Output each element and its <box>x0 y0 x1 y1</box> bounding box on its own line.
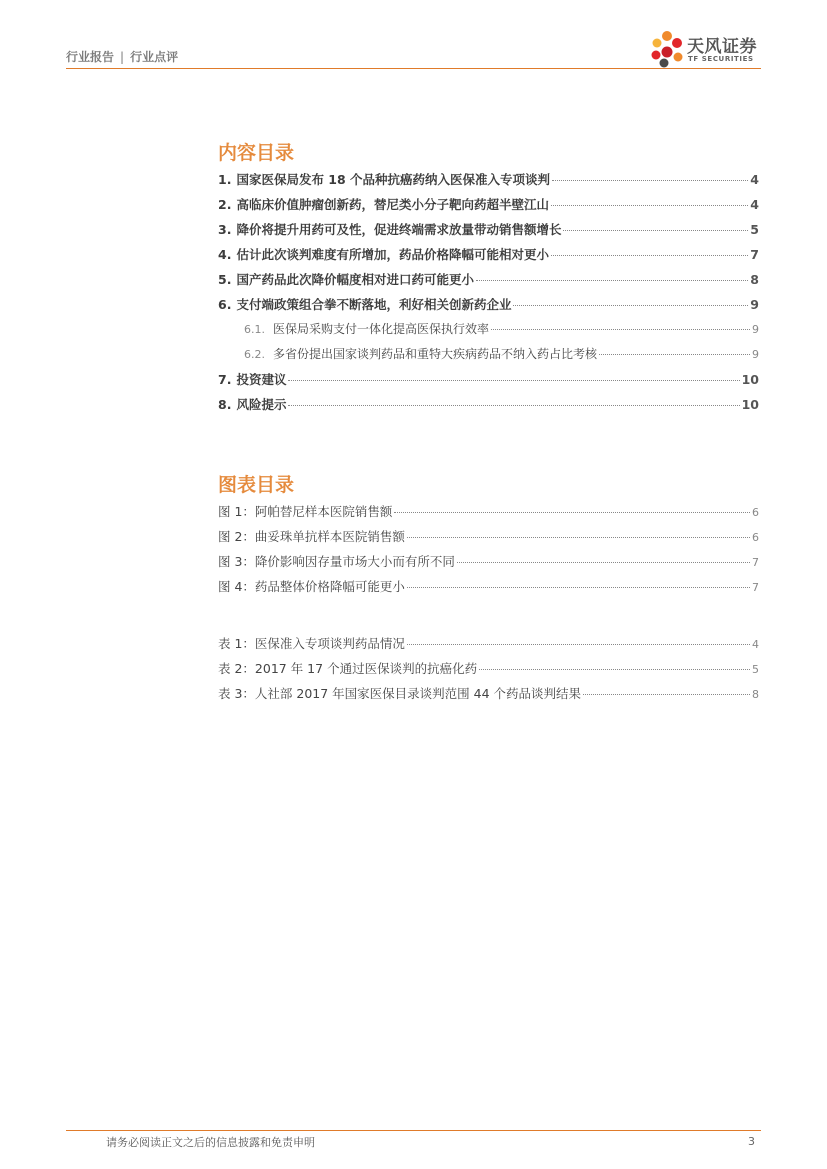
toc-entry-text: 国家医保局发布 18 个品种抗癌药纳入医保准入专项谈判 <box>236 172 551 187</box>
dot-leader <box>407 587 750 588</box>
table-entry-page: 5 <box>752 663 759 676</box>
logo-english-name: TF SECURITIES <box>688 55 754 63</box>
toc-entry[interactable] <box>218 270 759 288</box>
toc-entry-page: 9 <box>750 297 759 312</box>
report-subcategory: 行业点评 <box>130 50 179 64</box>
toc-entry[interactable] <box>218 295 759 313</box>
toc-entry-page: 4 <box>750 197 759 212</box>
toc-entry-text: 医保局采购支付一体化提高医保执行效率 <box>273 322 490 336</box>
table-entry-page: 4 <box>752 638 759 651</box>
figure-entry[interactable] <box>218 527 759 545</box>
dot-leader <box>563 230 748 231</box>
toc-entry-number: 6.1. <box>244 323 265 336</box>
figure-entry-page: 7 <box>752 556 759 569</box>
footer-disclaimer: 请务必阅读正文之后的信息披露和免责申明 <box>106 1136 315 1149</box>
toc-entry-number: 6.2. <box>244 348 265 361</box>
figure-entry-text: 图 3：降价影响因存量市场大小而有所不同 <box>218 554 455 569</box>
table-entry-page: 8 <box>752 688 759 701</box>
dot-leader <box>491 329 750 330</box>
toc-entry-number: 7. <box>218 372 232 387</box>
header-divider <box>66 68 761 69</box>
toc-entry[interactable] <box>218 370 759 388</box>
figure-entry[interactable] <box>218 502 759 520</box>
toc-entry[interactable] <box>218 195 759 213</box>
company-logo <box>650 28 765 70</box>
toc-entry-page: 9 <box>752 348 759 361</box>
toc-entry-number: 2. <box>218 197 232 212</box>
toc-entry-text: 风险提示 <box>236 397 287 412</box>
figure-entry-text: 图 1：阿帕替尼样本医院销售额 <box>218 504 393 519</box>
toc-entry[interactable] <box>218 395 759 413</box>
page-number: 3 <box>748 1135 755 1148</box>
toc-entry-number: 4. <box>218 247 232 262</box>
toc-entry-text: 国产药品此次降价幅度相对进口药可能更小 <box>236 272 474 287</box>
toc-entry-page: 9 <box>752 323 759 336</box>
figure-entry-page: 7 <box>752 581 759 594</box>
figure-entry[interactable] <box>218 552 759 570</box>
dot-leader <box>551 255 748 256</box>
dot-leader <box>551 205 748 206</box>
toc-entry-number: 5. <box>218 272 232 287</box>
toc-entry-page: 10 <box>741 397 759 412</box>
figure-entry[interactable] <box>218 577 759 595</box>
toc-entry-text: 多省份提出国家谈判药品和重特大疾病药品不纳入药占比考核 <box>273 347 598 361</box>
dot-leader <box>288 405 739 406</box>
figure-entry-page: 6 <box>752 506 759 519</box>
toc-entry-text: 估计此次谈判难度有所增加，药品价格降幅可能相对更小 <box>236 247 549 262</box>
dot-leader <box>476 280 748 281</box>
figure-entry-page: 6 <box>752 531 759 544</box>
toc-entry[interactable] <box>218 170 759 188</box>
dot-leader <box>599 354 750 355</box>
toc-entry-page: 8 <box>750 272 759 287</box>
logo-chinese-name: 天风证券 <box>687 37 757 57</box>
toc-title: 内容目录 <box>218 142 295 164</box>
dot-leader <box>457 562 750 563</box>
dot-leader <box>407 537 750 538</box>
header-separator: | <box>120 50 125 64</box>
table-entry-text: 表 3：人社部 2017 年国家医保目录谈判范围 44 个药品谈判结果 <box>218 686 582 701</box>
footer-divider <box>66 1130 761 1131</box>
figure-entry-text: 图 4：药品整体价格降幅可能更小 <box>218 579 405 594</box>
dot-leader <box>583 694 750 695</box>
dot-leader <box>552 180 748 181</box>
toc-entry-page: 7 <box>750 247 759 262</box>
toc-entry-page: 10 <box>741 372 759 387</box>
report-category: 行业报告 <box>66 50 115 64</box>
figures-toc-title: 图表目录 <box>218 474 295 496</box>
table-entry[interactable] <box>218 659 759 677</box>
toc-entry[interactable] <box>218 245 759 263</box>
toc-entry-number: 6. <box>218 297 232 312</box>
toc-subentry[interactable] <box>244 320 759 338</box>
dot-leader <box>407 644 750 645</box>
table-entry-text: 表 1：医保准入专项谈判药品情况 <box>218 636 405 651</box>
toc-entry-page: 4 <box>750 172 759 187</box>
toc-entry-page: 5 <box>750 222 759 237</box>
flower-logo-icon <box>650 28 688 70</box>
dot-leader <box>394 512 750 513</box>
toc-entry[interactable] <box>218 220 759 238</box>
dot-leader <box>513 305 748 306</box>
toc-entry-number: 1. <box>218 172 232 187</box>
toc-entry-text: 降价将提升用药可及性，促进终端需求放量带动销售额增长 <box>236 222 562 237</box>
report-type <box>66 48 178 65</box>
toc-entry-text: 投资建议 <box>236 372 287 387</box>
table-entry-text: 表 2：2017 年 17 个通过医保谈判的抗癌化药 <box>218 661 478 676</box>
toc-entry-number: 3. <box>218 222 232 237</box>
toc-entry-text: 支付端政策组合拳不断落地，利好相关创新药企业 <box>236 297 512 312</box>
table-entry[interactable] <box>218 634 759 652</box>
toc-subentry[interactable] <box>244 345 759 363</box>
table-entry[interactable] <box>218 684 759 702</box>
dot-leader <box>479 669 750 670</box>
toc-entry-text: 高临床价值肿瘤创新药，替尼类小分子靶向药超半壁江山 <box>236 197 549 212</box>
dot-leader <box>288 380 739 381</box>
figure-entry-text: 图 2：曲妥珠单抗样本医院销售额 <box>218 529 405 544</box>
toc-entry-number: 8. <box>218 397 232 412</box>
